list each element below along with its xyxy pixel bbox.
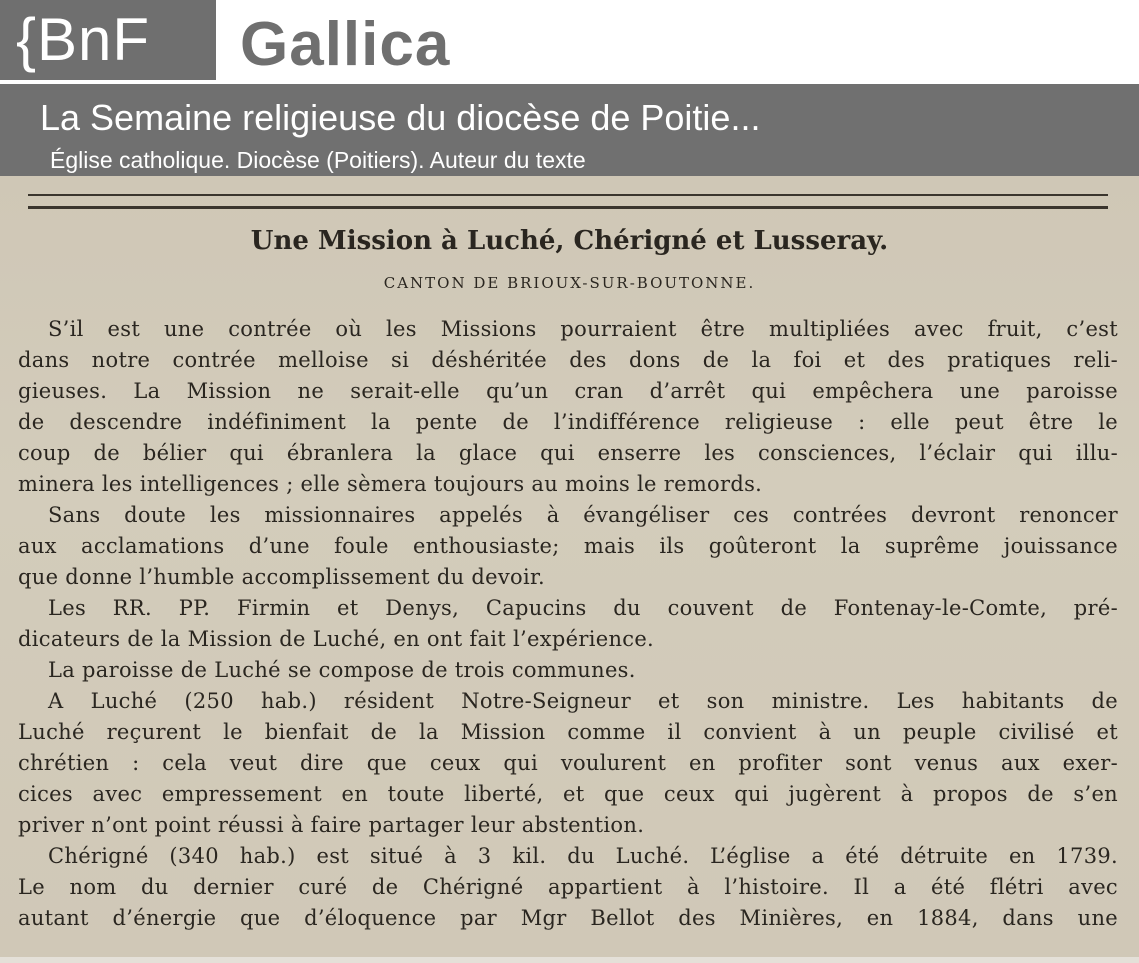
document-author: Église catholique. Diocèse (Poitiers). Auteur du texte (50, 147, 586, 173)
text-line: gieuses. La Mission ne serait-elle qu’un cran d’arrêt qui empêchera une paroisse (18, 379, 1118, 403)
bnf-logo[interactable]: {BnF (0, 0, 216, 80)
text-line: chrétien : cela veut dire que ceux qui voulurent en profiter sont venus aux exer- (18, 751, 1118, 775)
top-rule (28, 194, 1108, 196)
brand-bar (0, 0, 1139, 84)
text-line: priver n’ont point réussi à faire partager leur abstention. (18, 813, 645, 837)
text-line: La paroisse de Luché se compose de trois communes. (48, 658, 636, 682)
article-subtitle: CANTON DE BRIOUX-SUR-BOUTONNE. (383, 274, 756, 292)
text-line: aux acclamations d’une foule enthousiaste; mais ils goûteront la suprême jouissance (18, 534, 1118, 558)
text-line: Luché reçurent le bienfait de la Mission comme il convient à un peuple civilisé et (18, 720, 1118, 744)
article-title: Une Mission à Luché, Chérigné et Lusseray. (250, 226, 889, 256)
text-line: dicateurs de la Mission de Luché, en ont fait l’expérience. (18, 627, 655, 651)
text-line: autant d’énergie que d’éloquence par Mgr Bellot des Minières, en 1884, dans une (18, 906, 1118, 930)
text-line: minera les intelligences ; elle sèmera toujours au moins le remords. (18, 472, 763, 496)
text-line: Les RR. PP. Firmin et Denys, Capucins du couvent de Fontenay-le-Comte, pré- (48, 596, 1118, 620)
text-line: Sans doute les missionnaires appelés à évangéliser ces contrées devront renoncer (48, 503, 1118, 527)
text-line: cices avec empressement en toute liberté, et que ceux qui jugèrent à propos de s’en (18, 782, 1118, 806)
text-line: S’il est une contrée où les Missions pourraient être multipliées avec fruit, c’est (48, 317, 1118, 341)
gallica-logo[interactable]: Gallica (240, 10, 451, 79)
text-line: A Luché (250 hab.) résident Notre-Seigneur et son ministre. Les habitants de (48, 689, 1118, 713)
document-title: La Semaine religieuse du diocèse de Poitie... (40, 97, 761, 138)
scan-bottom-edge (0, 957, 1139, 963)
text-line: de descendre indéfiniment la pente de l’indifférence religieuse : elle peut être le (18, 410, 1118, 434)
text-line: coup de bélier qui ébranlera la glace qui enserre les consciences, l’éclair qui illu- (18, 441, 1118, 465)
scanned-page (0, 176, 1139, 963)
top-rule-double (28, 206, 1108, 209)
text-line: Le nom du dernier curé de Chérigné appartient à l’histoire. Il a été flétri avec (18, 875, 1118, 899)
document-title-bar (0, 84, 1139, 176)
text-line: que donne l’humble accomplissement du devoir. (18, 565, 546, 589)
text-line: dans notre contrée melloise si déshéritée des dons de la foi et des pratiques reli- (18, 348, 1118, 372)
text-line: Chérigné (340 hab.) est situé à 3 kil. du Luché. L’église a été détruite en 1739. (48, 844, 1118, 868)
